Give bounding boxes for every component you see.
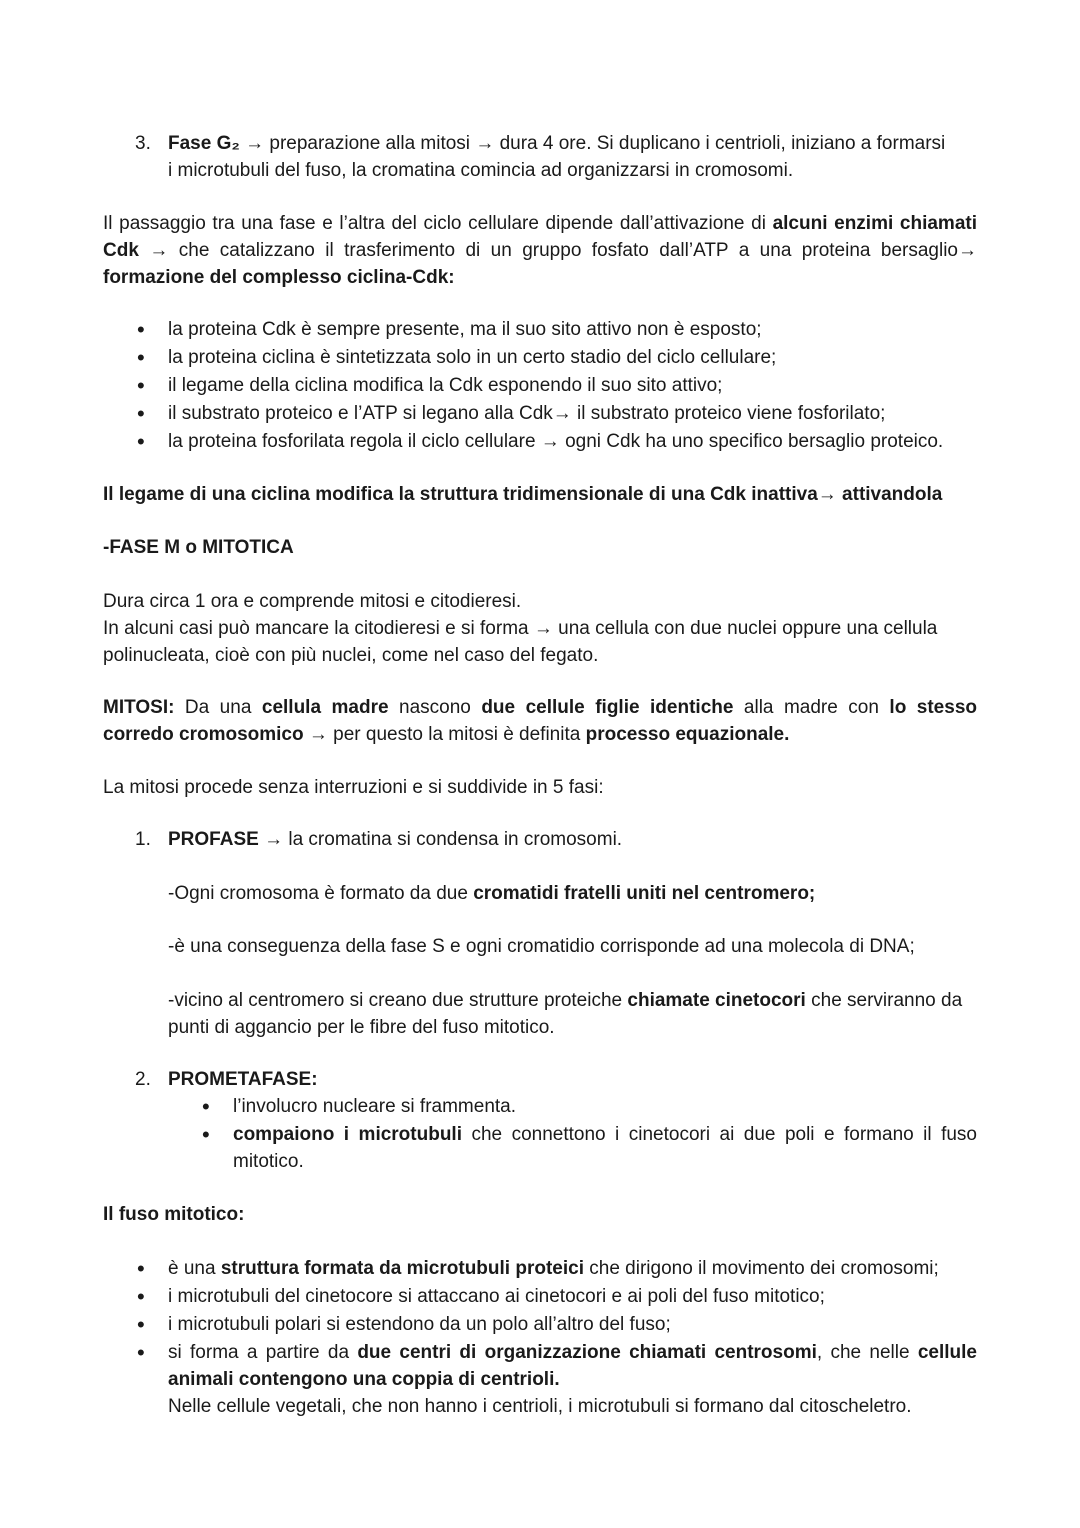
profase-text: -vicino al centromero si creano due strutture proteiche (168, 990, 628, 1011)
arrow-icon: → (475, 133, 495, 154)
passaggio-bold-2: formazione del complesso ciclina-Cdk: (103, 267, 455, 288)
g2-text-2: dura 4 ore. Si duplicano i centrioli, iniziano a formarsi (494, 133, 946, 154)
dura-line-1: Dura circa 1 ora e comprende mitosi e citodieresi. (103, 591, 522, 612)
bullet-icon: • (137, 401, 145, 426)
bullet-icon: • (137, 1312, 145, 1337)
prometafase-title-text: PROMETAFASE: (168, 1069, 318, 1090)
g2-title: Fase G₂ (168, 133, 240, 154)
list-item: il substrato proteico e l’ATP si legano alla Cdk→ il substrato proteico viene fosforilato; (168, 403, 886, 424)
dura-line-2: In alcuni casi può mancare la citodieresi e si forma → una cellula con due nuclei oppure una cellula polinucleata, cioè con più nuclei, come nel caso del fegato. (103, 618, 938, 666)
profase-title-line (168, 826, 977, 853)
legame-text: Il legame di una ciclina modifica la struttura tridimensionale di una Cdk inattiva→ attivandola (103, 484, 943, 505)
mitosi-bold: due cellule figlie identiche (481, 697, 734, 718)
profase-bold: chiamate cinetocori (627, 990, 806, 1011)
procede-paragraph: La mitosi procede senza interruzioni e si suddivide in 5 fasi: (103, 777, 604, 798)
list-number: 1. (135, 829, 151, 850)
list-item (168, 1339, 977, 1393)
profase-text: -Ogni cromosoma è formato da due (168, 883, 474, 904)
list-item: il legame della ciclina modifica la Cdk esponendo il suo sito attivo; (168, 375, 723, 396)
mitosi-label: MITOSI: (103, 697, 175, 718)
list-item: la proteina Cdk è sempre presente, ma il suo sito attivo non è esposto; (168, 319, 762, 340)
fase-m-text: -FASE M o MITOTICA (103, 537, 294, 558)
g2-paragraph (168, 130, 977, 184)
fuso-text: è una (168, 1258, 221, 1279)
list-number: 3. (135, 133, 151, 154)
profase-bold: cromatidi fratelli uniti nel centromero; (473, 883, 816, 904)
mitosi-text: alla madre con (733, 697, 890, 718)
passaggio-paragraph (103, 210, 977, 291)
arrow-icon: → (245, 133, 265, 154)
profase-text: che serviranno da punti di aggancio per le fibre del fuso mitotico. (168, 990, 963, 1038)
bullet-icon: • (137, 1256, 145, 1281)
bullet-icon: • (137, 1340, 145, 1365)
mitosi-bold: processo equazionale. (585, 724, 790, 745)
mitosi-bold: lo stesso corredo cromosomico (103, 697, 977, 745)
fuso-title: Il fuso mitotico: (103, 1204, 245, 1225)
list-item: l’involucro nucleare si frammenta. (233, 1096, 517, 1117)
g2-text-3: i microtubuli del fuso, la cromatina comincia ad organizzarsi in cromosomi. (168, 160, 794, 181)
mitosi-text: → per questo la mitosi è definita (303, 724, 586, 745)
bullet-icon: • (202, 1094, 210, 1119)
mitosi-bold: cellula madre (261, 697, 389, 718)
bullet-icon: • (137, 1284, 145, 1309)
list-item: la proteina ciclina è sintetizzata solo in un certo stadio del ciclo cellulare; (168, 347, 777, 368)
list-item: i microtubuli polari si estendono da un polo all’altro del fuso; (168, 1314, 671, 1335)
bullet-icon: • (137, 345, 145, 370)
legame-heading (103, 481, 977, 508)
passaggio-text-2: → che catalizzano il trasferimento di un gruppo fosfato dall’ATP a una proteina bersaglio→ (138, 240, 977, 261)
fuso-bold: due centri di organizzazione chiamati centrosomi (357, 1342, 817, 1363)
list-item: i microtubuli del cinetocore si attaccano ai cinetocori e ai poli del fuso mitotico; (168, 1286, 825, 1307)
fuso-text: che dirigono il movimento dei cromosomi; (583, 1258, 939, 1279)
dura-paragraph (103, 588, 977, 669)
passaggio-text-1: Il passaggio tra una fase e l’altra del ciclo cellulare dipende dall’attivazione di (103, 213, 773, 234)
mitosi-paragraph (103, 694, 977, 748)
fase-m-heading (103, 534, 977, 561)
profase-point-2: -è una conseguenza della fase S e ogni cromatidio corrisponde ad una molecola di DNA; (168, 936, 915, 957)
bullet-icon: • (202, 1122, 210, 1147)
fuso-text: si forma a partire da (168, 1342, 358, 1363)
passaggio-bold-1: alcuni enzimi chiamati Cdk (103, 213, 978, 261)
mitosi-text: Da una (174, 697, 262, 718)
fuso-bold: struttura formata da microtubuli proteici (220, 1258, 584, 1279)
profase-point-3 (168, 987, 977, 1041)
profase-point-1 (168, 880, 977, 907)
bullet-icon: • (137, 317, 145, 342)
profase-title: PROFASE (168, 829, 259, 850)
fuso-heading (103, 1201, 977, 1228)
fuso-bold: cellule animali contengono una coppia di centrioli. (168, 1342, 977, 1390)
bullet-icon: • (137, 429, 145, 454)
prometafase-title (168, 1066, 977, 1093)
list-item (233, 1121, 977, 1175)
list-item: la proteina fosforilata regola il ciclo cellulare → ogni Cdk ha uno specifico bersaglio proteico. (168, 431, 944, 452)
prometafase-text: che connettono i cinetocori ai due poli e formano il fuso mitotico. (233, 1124, 978, 1172)
g2-text-1: preparazione alla mitosi (264, 133, 476, 154)
prometafase-bold: compaiono i microtubuli (233, 1124, 462, 1145)
fuso-text: , che nelle (816, 1342, 918, 1363)
mitosi-text: nascono (388, 697, 482, 718)
list-number: 2. (135, 1069, 151, 1090)
profase-text: → la cromatina si condensa in cromosomi. (258, 829, 623, 850)
fuso-note: Nelle cellule vegetali, che non hanno i centrioli, i microtubuli si formano dal citoscheletro. (168, 1396, 912, 1417)
bullet-icon: • (137, 373, 145, 398)
list-item (168, 1255, 977, 1282)
